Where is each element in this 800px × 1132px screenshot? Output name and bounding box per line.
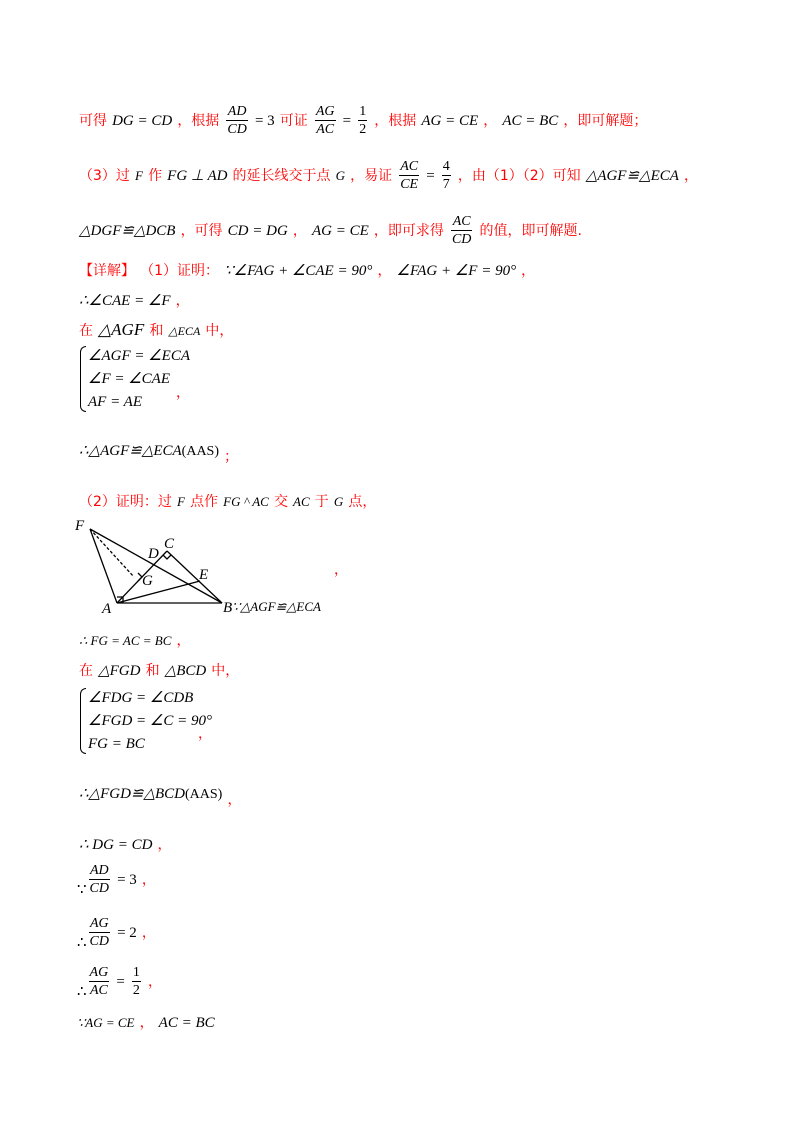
fraction (358, 103, 367, 138)
text: 在 (79, 323, 93, 339)
part2-line-6 (77, 862, 156, 897)
part2-line-5 (79, 836, 172, 853)
text: ， (483, 113, 498, 129)
math: ∵∠FAG + ∠CAE = 90° (224, 263, 373, 279)
fraction (132, 964, 141, 999)
segment-FB (90, 529, 222, 603)
text: 的值，即可解题. (479, 223, 582, 239)
math: F (177, 494, 185, 509)
text: ， (175, 293, 190, 309)
denominator: 2 (132, 983, 140, 998)
analysis-line-1 (79, 103, 647, 138)
numerator: AG (89, 916, 109, 931)
numerator: AC (400, 159, 419, 174)
text: 交 (273, 494, 288, 510)
detail-heading: 【详解】 (79, 263, 135, 279)
fraction (89, 964, 110, 999)
part2-line-8 (77, 964, 162, 999)
label-C: C (164, 536, 175, 552)
math: = 2 (117, 925, 137, 941)
part2-line-9 (77, 1014, 215, 1031)
math-symbol: ∵ (77, 882, 87, 898)
denominator: AC (89, 983, 108, 998)
math: G (335, 168, 346, 183)
text: 中， (205, 323, 234, 339)
denominator: AC (316, 122, 335, 137)
denominator: 7 (442, 177, 450, 192)
equation-system-1 (88, 345, 190, 414)
part2-line-3 (79, 662, 239, 679)
segment-FA (90, 529, 117, 603)
after-figure-line (232, 598, 321, 614)
fraction (226, 103, 247, 138)
numerator: AG (315, 104, 335, 119)
label-E: E (199, 567, 209, 583)
fraction (451, 213, 472, 248)
text: ，根据 (177, 113, 220, 129)
equation: ∠F = ∠CAE (88, 371, 171, 387)
equation: ∠FGD = ∠C = 90° (88, 713, 212, 729)
system-brace (80, 346, 86, 412)
text: ，由（1）（2）可知 (457, 168, 581, 184)
analysis-line-3 (79, 213, 582, 248)
math: ∴∠CAE = ∠F (79, 293, 171, 309)
math: = (116, 974, 125, 990)
math: FG ⊥ AD (167, 168, 228, 184)
fraction (442, 158, 451, 193)
math: △AGF≌△ECA (585, 168, 679, 184)
detail-line-3 (79, 321, 233, 338)
text: ， (521, 263, 536, 279)
part2-line-2 (79, 632, 190, 648)
math: = (342, 113, 352, 129)
math: AG = CE (311, 223, 369, 239)
label-G: G (142, 573, 153, 589)
detail-line-2 (79, 292, 190, 309)
text: ，即可求得 (373, 223, 444, 239)
text: ，根据 (374, 113, 417, 129)
math-symbol: ∴ (77, 935, 87, 951)
numerator: AD (227, 104, 247, 119)
text: ， (377, 263, 392, 279)
math: ∴ FG = AC = BC (79, 633, 172, 648)
label-D: D (148, 546, 159, 562)
text: 和 (149, 323, 164, 339)
text: 可证 (279, 113, 308, 129)
label-A: A (102, 601, 112, 617)
math: ∴△FGD≌△BCD (79, 786, 186, 802)
part2-line-7 (77, 915, 156, 950)
figure-comma: ， (334, 562, 348, 578)
math: AC = BC (502, 113, 559, 129)
text: ，即可解题； (563, 113, 648, 129)
numerator: 1 (132, 965, 140, 980)
text: ； (224, 449, 239, 465)
denominator: CD (227, 122, 247, 137)
numerator: AG (89, 965, 109, 980)
text: 点作 (190, 494, 219, 510)
math: ∵△AGF≌△ECA (232, 599, 321, 614)
math: = 3 (117, 872, 137, 888)
part2-line-4 (79, 785, 242, 808)
segment-AE (117, 581, 200, 603)
denominator: CD (89, 881, 109, 896)
math: (AAS) (185, 787, 223, 802)
math: AC = BC (158, 1015, 215, 1031)
text: 和 (145, 663, 160, 679)
math: FG ^ AC (223, 494, 269, 509)
text: ， (147, 974, 162, 990)
text: ， (198, 726, 212, 742)
text: 作 (148, 168, 163, 184)
text: （2）证明：过 (79, 494, 172, 510)
denominator: CE (400, 177, 419, 192)
math: △ECA (168, 324, 201, 338)
fraction (399, 158, 419, 193)
math: △DGF≌△DCB (79, 223, 176, 239)
math: = (426, 168, 435, 184)
text: （3）过 (79, 168, 130, 184)
math: G (333, 494, 344, 509)
text: ， (141, 925, 156, 941)
math: △AGF (98, 320, 145, 339)
text: 的延长线交于点 (232, 168, 331, 184)
analysis-line-2 (79, 158, 698, 193)
fraction (315, 103, 336, 138)
text: ，易证 (350, 168, 393, 184)
math: AG = CE (421, 113, 479, 129)
text: 可得 (79, 113, 107, 129)
segment-FG (90, 529, 134, 577)
text: ， (227, 792, 242, 808)
denominator: CD (89, 934, 109, 949)
label-B: B (223, 600, 233, 616)
part2-line-1 (79, 493, 376, 509)
numerator: 1 (359, 104, 367, 119)
text: ， (139, 1015, 154, 1031)
text: ， (176, 633, 191, 649)
text: ， (157, 837, 172, 853)
denominator: 2 (359, 122, 367, 137)
text: （1）证明： (140, 263, 220, 279)
text: ， (141, 872, 156, 888)
detail-line-1 (79, 262, 535, 279)
fraction (89, 862, 110, 897)
math-symbol: ∴ (77, 984, 87, 1000)
math: DG = CD (112, 113, 173, 129)
text: ，可得 (180, 223, 223, 239)
denominator: CD (451, 232, 472, 247)
equation: ∠FDG = ∠CDB (88, 690, 194, 706)
math: ∵AG = CE (77, 1015, 135, 1030)
math: △FGD (98, 663, 141, 679)
equation: FG = BC (88, 736, 145, 752)
numerator: 4 (442, 159, 450, 174)
equation: ∠AGF = ∠ECA (88, 348, 191, 364)
math: CD = DG (227, 223, 288, 239)
math: AC (293, 494, 310, 509)
text: ， (176, 385, 190, 401)
text: 在 (79, 663, 93, 679)
text: 点， (348, 494, 377, 510)
math: ∴△AGF≌△ECA (79, 443, 182, 459)
label-F: F (75, 518, 85, 534)
detail-line-4 (79, 442, 239, 465)
text: 中， (211, 663, 240, 679)
math: F (135, 168, 143, 183)
text: ， (684, 168, 699, 184)
math: = 3 (254, 113, 275, 129)
math: ∴ DG = CD (79, 837, 153, 853)
math: △BCD (164, 663, 207, 679)
text: 于 (314, 494, 329, 510)
math: ∠FAG + ∠F = 90° (396, 263, 517, 279)
text: ， (292, 223, 307, 239)
equation-system-2 (88, 687, 212, 756)
system-brace (80, 688, 86, 754)
math: (AAS) (181, 444, 220, 459)
right-angle-mark-C (163, 555, 171, 559)
numerator: AD (89, 863, 109, 878)
fraction (89, 915, 110, 950)
numerator: AC (452, 214, 471, 229)
geometry-figure (72, 513, 242, 618)
equation: AF = AE (88, 394, 143, 410)
